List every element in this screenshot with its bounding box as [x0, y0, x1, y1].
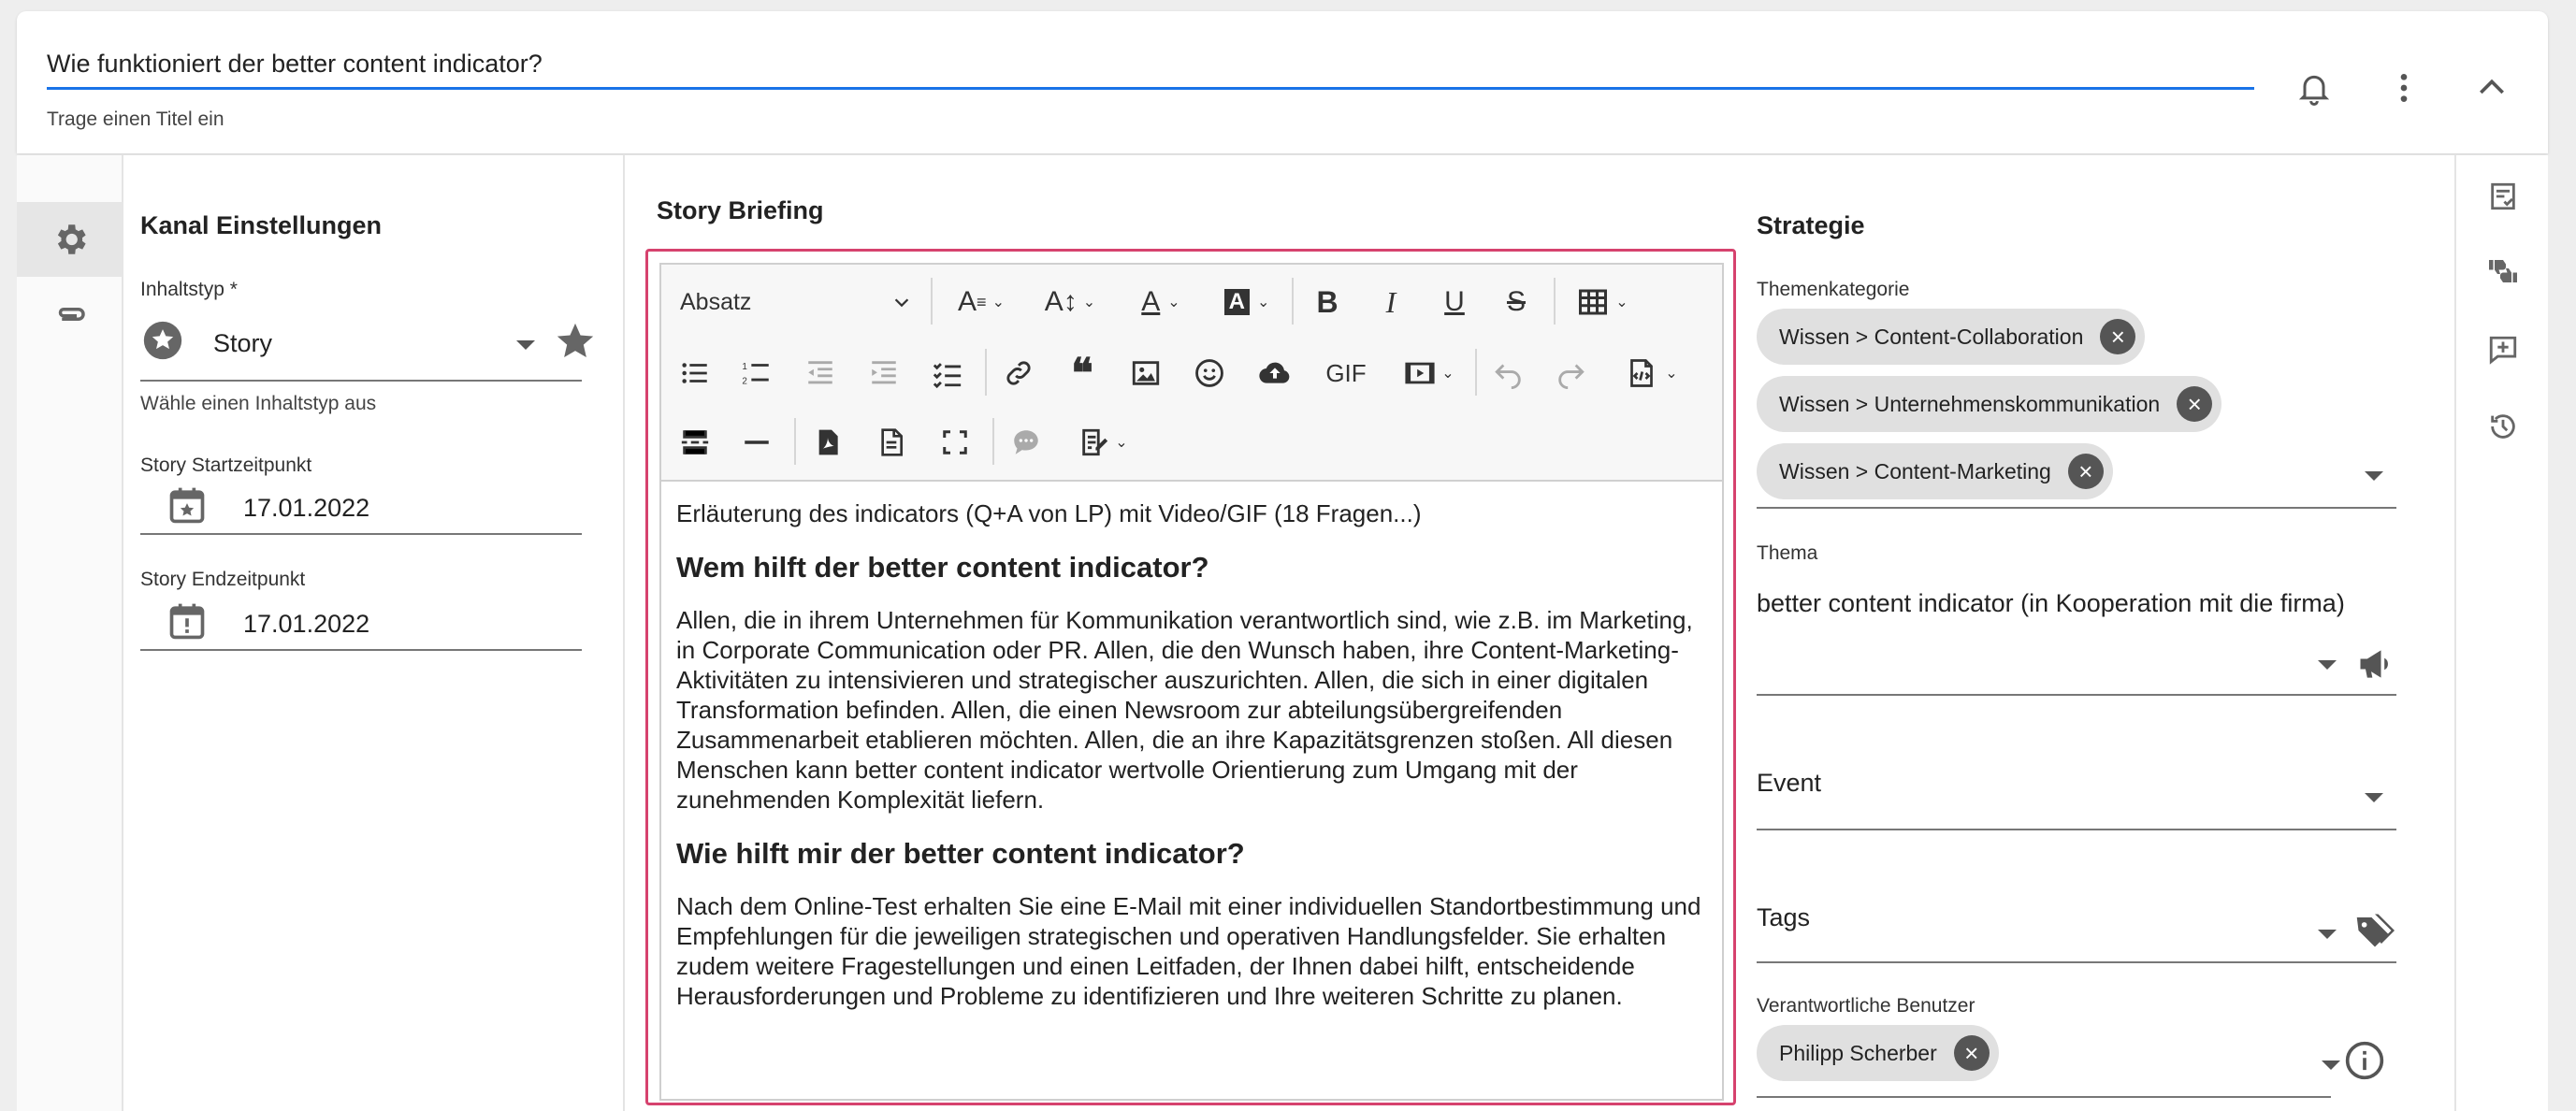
gear-icon	[51, 220, 90, 259]
content-type-hint: Wähle einen Inhaltstyp aus	[140, 393, 377, 414]
chip-label: Wissen > Content-Collaboration	[1779, 324, 2084, 349]
end-date-underline	[140, 649, 582, 651]
end-label: Story Endzeitpunkt	[140, 569, 306, 590]
font-size-icon[interactable]: A ≡ ⌄	[958, 286, 1005, 317]
users-dropdown-icon[interactable]	[2322, 1060, 2340, 1070]
outdent-icon[interactable]	[796, 347, 845, 399]
paperclip-icon	[51, 295, 90, 334]
content-type-label: Inhaltstyp *	[140, 279, 238, 300]
channel-settings	[123, 155, 625, 1111]
category-chip[interactable]	[1757, 309, 2145, 365]
bullet-list-icon[interactable]	[671, 347, 719, 399]
tags-dropdown-icon[interactable]	[2318, 930, 2337, 939]
calendar-star-icon[interactable]	[166, 484, 208, 526]
more-vert-icon[interactable]	[2383, 67, 2424, 108]
event-label[interactable]: Event	[1757, 769, 1822, 797]
italic-icon[interactable]: I	[1385, 284, 1397, 319]
svg-text:1: 1	[742, 361, 747, 372]
left-rail	[17, 155, 123, 1111]
editor-toolbar	[661, 265, 1722, 482]
users-underline	[1757, 1096, 2331, 1098]
users-label: Verantwortliche Benutzer	[1757, 995, 1975, 1017]
page-break-icon[interactable]	[671, 416, 719, 469]
title-bar	[17, 11, 2548, 153]
title-input[interactable]	[47, 49, 2254, 90]
image-icon[interactable]	[1122, 347, 1170, 399]
content-type-underline	[140, 380, 582, 382]
bold-icon[interactable]: B	[1316, 284, 1339, 319]
category-dropdown-icon[interactable]	[2365, 471, 2383, 481]
table-icon[interactable]: ⌄	[1563, 276, 1642, 328]
intro-paragraph: Erläuterung des indicators (Q+A von LP) mit Video/GIF (18 Fragen...)	[676, 499, 1422, 527]
thema-label: Thema	[1757, 542, 1818, 564]
remove-chip-icon[interactable]: ×	[1954, 1035, 1990, 1071]
thumbs-up-down-icon[interactable]	[2481, 249, 2525, 294]
section-title: Kanal Einstellungen	[140, 211, 383, 239]
redo-icon[interactable]	[1546, 347, 1595, 399]
heading-1: Wem hilft der better content indicator?	[676, 551, 1209, 584]
indent-icon[interactable]	[860, 347, 908, 399]
history-icon[interactable]	[2481, 404, 2525, 449]
rich-text-editor[interactable]	[659, 263, 1724, 1101]
media-icon[interactable]: ⌄	[1389, 347, 1468, 399]
info-icon[interactable]	[2344, 1040, 2385, 1081]
toolbar-separator	[992, 418, 994, 465]
horizontal-rule-icon[interactable]	[732, 416, 781, 469]
category-chip[interactable]	[1757, 443, 2113, 499]
toolbar-separator	[931, 278, 933, 325]
tags-label[interactable]: Tags	[1757, 903, 1811, 931]
event-dropdown-icon[interactable]	[2365, 793, 2383, 802]
category-label: Themenkategorie	[1757, 279, 1910, 300]
end-date-value[interactable]: 17.01.2022	[243, 610, 370, 638]
emoji-icon[interactable]	[1185, 347, 1234, 399]
fullscreen-icon[interactable]	[931, 416, 979, 469]
star-icon[interactable]	[554, 320, 597, 363]
toolbar-separator	[985, 349, 987, 396]
thema-dropdown-icon[interactable]	[2318, 660, 2337, 670]
comment-icon[interactable]	[1002, 416, 1050, 469]
block-format-select[interactable]	[671, 276, 921, 328]
chevron-up-icon[interactable]	[2471, 67, 2512, 108]
settings-tab[interactable]	[17, 202, 123, 277]
calendar-alert-icon[interactable]	[166, 600, 208, 642]
link-icon[interactable]	[994, 347, 1043, 399]
chip-label: Wissen > Unternehmenskommunikation	[1779, 391, 2161, 416]
bell-icon[interactable]	[2294, 67, 2335, 108]
start-label: Story Startzeitpunkt	[140, 454, 312, 476]
title-hint: Trage einen Titel ein	[47, 108, 224, 130]
export-pdf-icon[interactable]	[803, 416, 852, 469]
briefing-title: Story Briefing	[657, 196, 824, 224]
underline-icon[interactable]: U	[1444, 286, 1465, 317]
track-changes-icon[interactable]: ⌄	[1064, 416, 1142, 469]
paragraph-1: Allen, die in ihrem Unternehmen für Kommunikation verantwortlich sind, wie z.B. im Marketing, in Corporate Communication oder PR. Allen, die den Wunsch haben, ihre Content-Marketing-Aktivitäten zu intensivieren und strategischer auszurichten. Allen, die sich in einer digitalen Transformation befinden. Allen, die einen Newsroom zur abteilungsübergreifenden Zusammenarbeit etablieren möchten. Allen, die an ihre Kapazitätsgrenzen stoßen. All diesen Menschen kann better content indicator wertvolle Orientierung zum Umgang mit der zunehmenden Komplexität liefern.	[676, 606, 1693, 814]
svg-text:2: 2	[742, 376, 747, 387]
checklist-icon[interactable]	[923, 347, 972, 399]
remove-chip-icon[interactable]: ×	[2100, 319, 2135, 354]
chip-label: Philipp Scherber	[1779, 1040, 1937, 1065]
line-height-icon[interactable]: A↕ ⌄	[1044, 286, 1096, 317]
start-date-value[interactable]: 17.01.2022	[243, 494, 370, 522]
category-underline	[1757, 507, 2396, 509]
strategy-title: Strategie	[1757, 211, 1865, 239]
category-chip[interactable]	[1757, 376, 2221, 432]
undo-icon[interactable]	[1484, 347, 1533, 399]
toolbar-separator	[794, 418, 796, 465]
start-date-underline	[140, 533, 582, 535]
event-underline	[1757, 829, 2396, 830]
remove-chip-icon[interactable]: ×	[2177, 386, 2212, 422]
right-rail	[2454, 155, 2548, 1111]
paragraph-2: Nach dem Online-Test erhalten Sie eine E-Mail mit einer individuellen Standortbestimmung und Empfehlungen für die jeweiligen strategischen und operativen Handlungsfelder. Sie erhalten zudem weitere Fragestellungen und einen Leitfaden, der Ihnen dabei hilft, entscheidende Herausforderungen und Probleme zu identifizieren und Ihre weiteren Schritte zu planen.	[676, 892, 1701, 1010]
tags-underline	[1757, 961, 2396, 963]
star-circle-icon	[142, 320, 183, 361]
attachments-tab[interactable]	[17, 277, 123, 352]
export-word-icon[interactable]	[867, 416, 916, 469]
chevron-down-icon	[891, 292, 912, 312]
user-chip[interactable]	[1757, 1025, 1999, 1081]
toolbar-separator	[1554, 278, 1556, 325]
briefing-editor-focus	[645, 249, 1736, 1105]
editor-content[interactable]	[676, 498, 1715, 1011]
add-comment-icon[interactable]	[2481, 327, 2525, 372]
heading-2: Wie hilft mir der better content indicator?	[676, 837, 1245, 870]
strikethrough-icon[interactable]: S	[1506, 286, 1526, 317]
font-color-icon[interactable]: A ⌄	[1141, 286, 1180, 317]
tags-icon[interactable]	[2353, 911, 2396, 950]
checklist-doc-icon[interactable]	[2481, 174, 2525, 219]
gif-button[interactable]: GIF	[1325, 358, 1367, 387]
upload-cloud-icon[interactable]	[1249, 347, 1301, 399]
chip-label: Wissen > Content-Marketing	[1779, 458, 2051, 483]
content-type-value[interactable]: Story	[213, 329, 273, 357]
story-editor-panel	[17, 155, 2548, 1111]
remove-chip-icon[interactable]: ×	[2068, 454, 2104, 489]
content-type-dropdown-icon[interactable]	[516, 340, 535, 350]
thema-value[interactable]: better content indicator (in Kooperation mit die firma)	[1757, 589, 2345, 617]
block-format-value: Absatz	[680, 288, 752, 315]
toolbar-separator	[1292, 278, 1294, 325]
highlight-color-icon[interactable]: A ⌄	[1209, 276, 1284, 328]
thema-underline	[1757, 694, 2396, 696]
megaphone-icon[interactable]	[2355, 643, 2396, 685]
source-code-icon[interactable]: ⌄	[1606, 347, 1696, 399]
quote-icon[interactable]: ❝	[1071, 350, 1093, 397]
numbered-list-icon[interactable]	[732, 347, 781, 399]
toolbar-separator	[1475, 349, 1477, 396]
